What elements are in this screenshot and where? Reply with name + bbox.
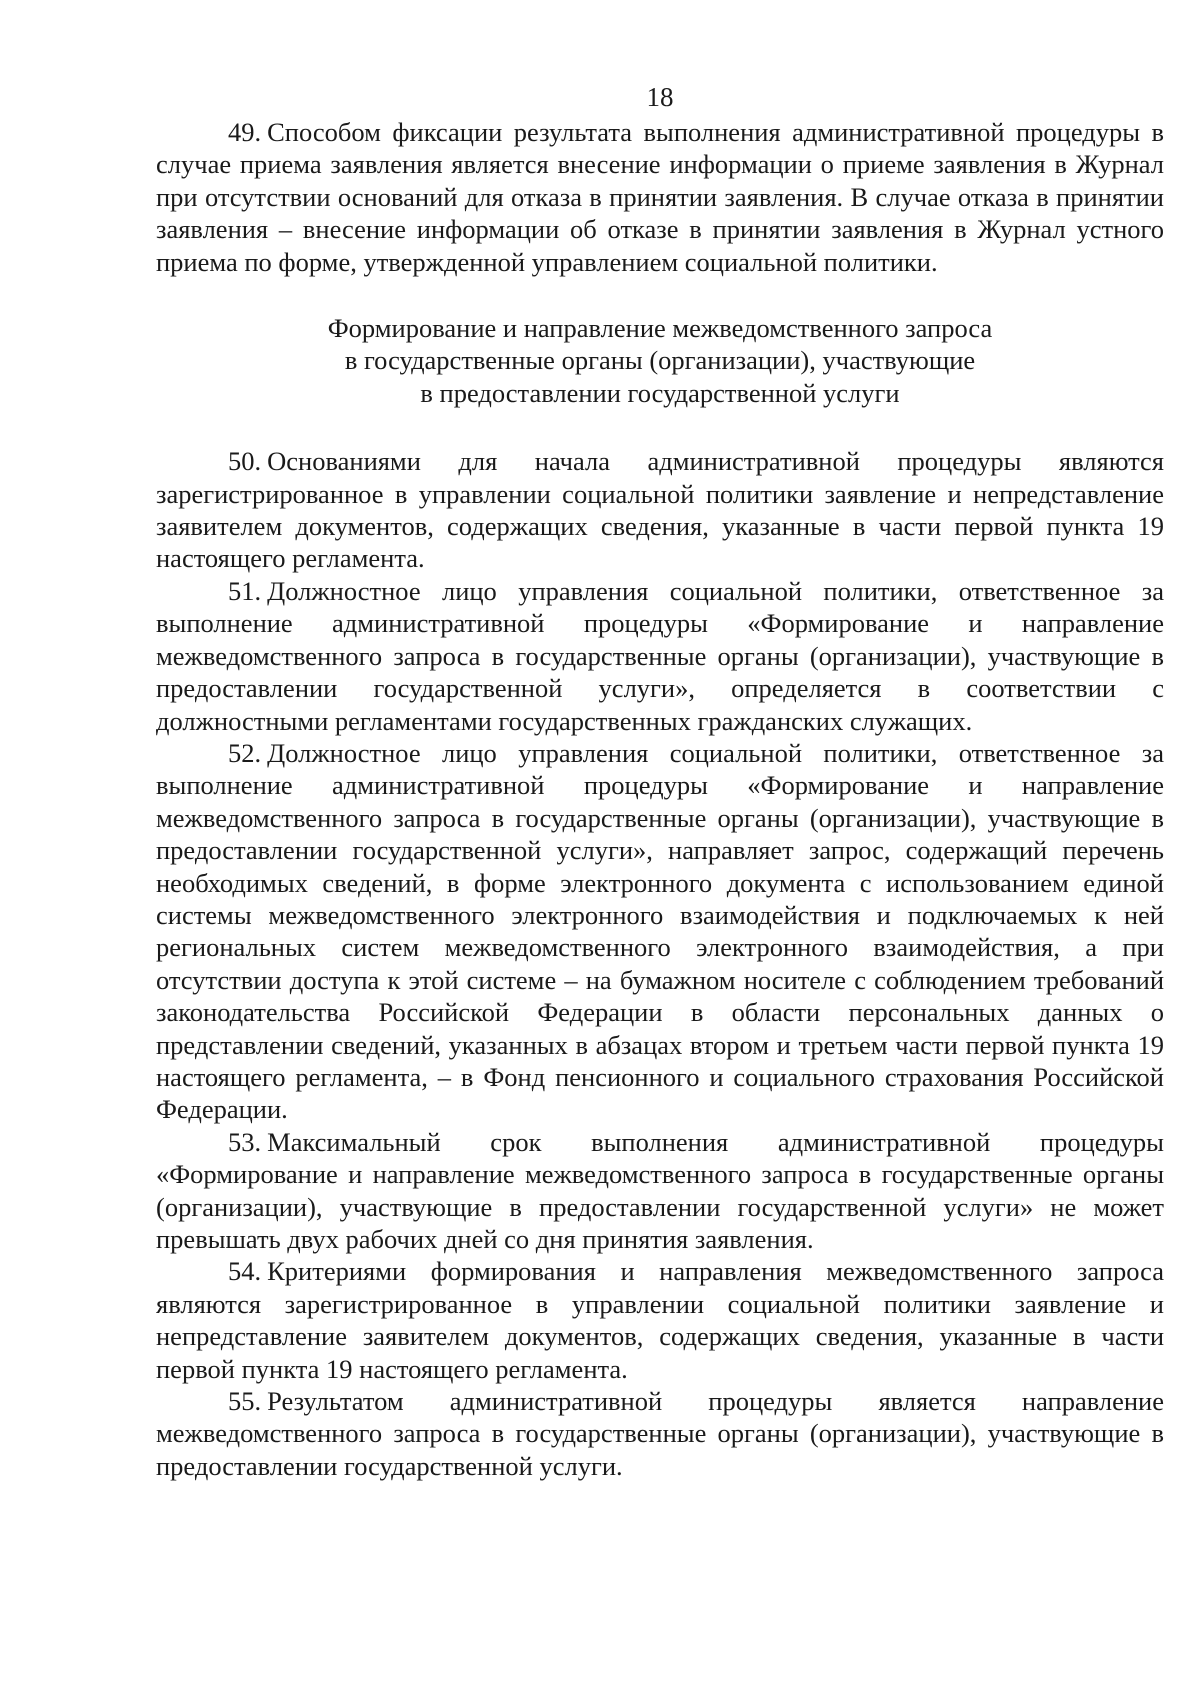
paragraph-number: 54. xyxy=(228,1256,262,1287)
paragraph-text: Максимальный срок выполнения административной процедуры «Формирование и направление межведомственного запроса в государственные органы (организации), участвующие в предоставлении государственной услуги» не может превышать двух рабочих дней со дня принятия заявления. xyxy=(156,1126,1164,1254)
section-after xyxy=(156,445,1164,1482)
paragraph-text: Результатом административной процедуры является направление межведомственного запроса в государственные органы (организации), участвующие в предоставлении государственной услуги. xyxy=(156,1386,1164,1481)
section-before xyxy=(156,116,1164,278)
paragraph-text: Критериями формирования и направления межведомственного запроса являются зарегистрированное в управлении социальной политики заявление и непредставление заявителем документов, содержащих сведения, указанные в части первой пункта 19 настоящего регламента. xyxy=(156,1256,1164,1384)
paragraph-number: 51. xyxy=(228,575,262,606)
page-number: 18 xyxy=(646,82,674,112)
paragraph-55 xyxy=(156,1385,1164,1482)
paragraph-text: Должностное лицо управления социальной политики, ответственное за выполнение административной процедуры «Формирование и направление межведомственного запроса в государственные органы (организации), участвующие в предоставлении государственной услуги», направляет запрос, содержащий перечень необходимых сведений, в форме электронного документа с использованием единой системы межведомственного электронного взаимодействия и подключаемых к ней региональных систем межведомственного электронного взаимодействия, а при отсутствии доступа к этой системе – на бумажном носителе с соблюдением требований законодательства Российской Федерации в области персональных данных о представлении сведений, указанных в абзацах втором и третьем части первой пункта 19 настоящего регламента, – в Фонд пенсионного и социального страхования Российской Федерации. xyxy=(156,737,1164,1125)
paragraph-49 xyxy=(156,116,1164,278)
paragraph-50 xyxy=(156,445,1164,575)
paragraph-51 xyxy=(156,575,1164,737)
paragraph-number: 55. xyxy=(228,1386,262,1417)
heading-line-3: в предоставлении государственной услуги xyxy=(420,377,900,408)
heading-line-1: Формирование и направление межведомственного запроса xyxy=(327,313,993,344)
paragraph-54 xyxy=(156,1255,1164,1385)
paragraph-52 xyxy=(156,737,1164,1126)
paragraph-number: 53. xyxy=(228,1126,262,1157)
document-page xyxy=(156,80,1164,1482)
paragraph-number: 52. xyxy=(228,737,262,768)
heading-line-2: в государственные органы (организации), участвующие xyxy=(344,345,976,376)
paragraph-text: Должностное лицо управления социальной политики, ответственное за выполнение административной процедуры «Формирование и направление межведомственного запроса в государственные органы (организации), участвующие в предоставлении государственной услуги», определяется в соответствии с должностными регламентами государственных гражданских служащих. xyxy=(156,575,1164,736)
section-heading xyxy=(156,312,1164,409)
paragraph-number: 49. xyxy=(228,117,262,147)
paragraph-53 xyxy=(156,1126,1164,1256)
paragraph-number: 50. xyxy=(228,446,262,477)
paragraph-text: Основаниями для начала административной процедуры являются зарегистрированное в управлении социальной политики заявление и непредставление заявителем документов, содержащих сведения, указанные в части первой пункта 19 настоящего регламента. xyxy=(156,446,1164,574)
paragraph-text: Способом фиксации результата выполнения административной процедуры в случае приема заявления является внесение информации о приеме заявления в Журнал при отсутствии оснований для отказа в принятии заявления. В случае отказа в принятии заявления – внесение информации об отказе в принятии заявления в Журнал устного приема по форме, утвержденной управлением социальной политики. xyxy=(156,117,1164,277)
